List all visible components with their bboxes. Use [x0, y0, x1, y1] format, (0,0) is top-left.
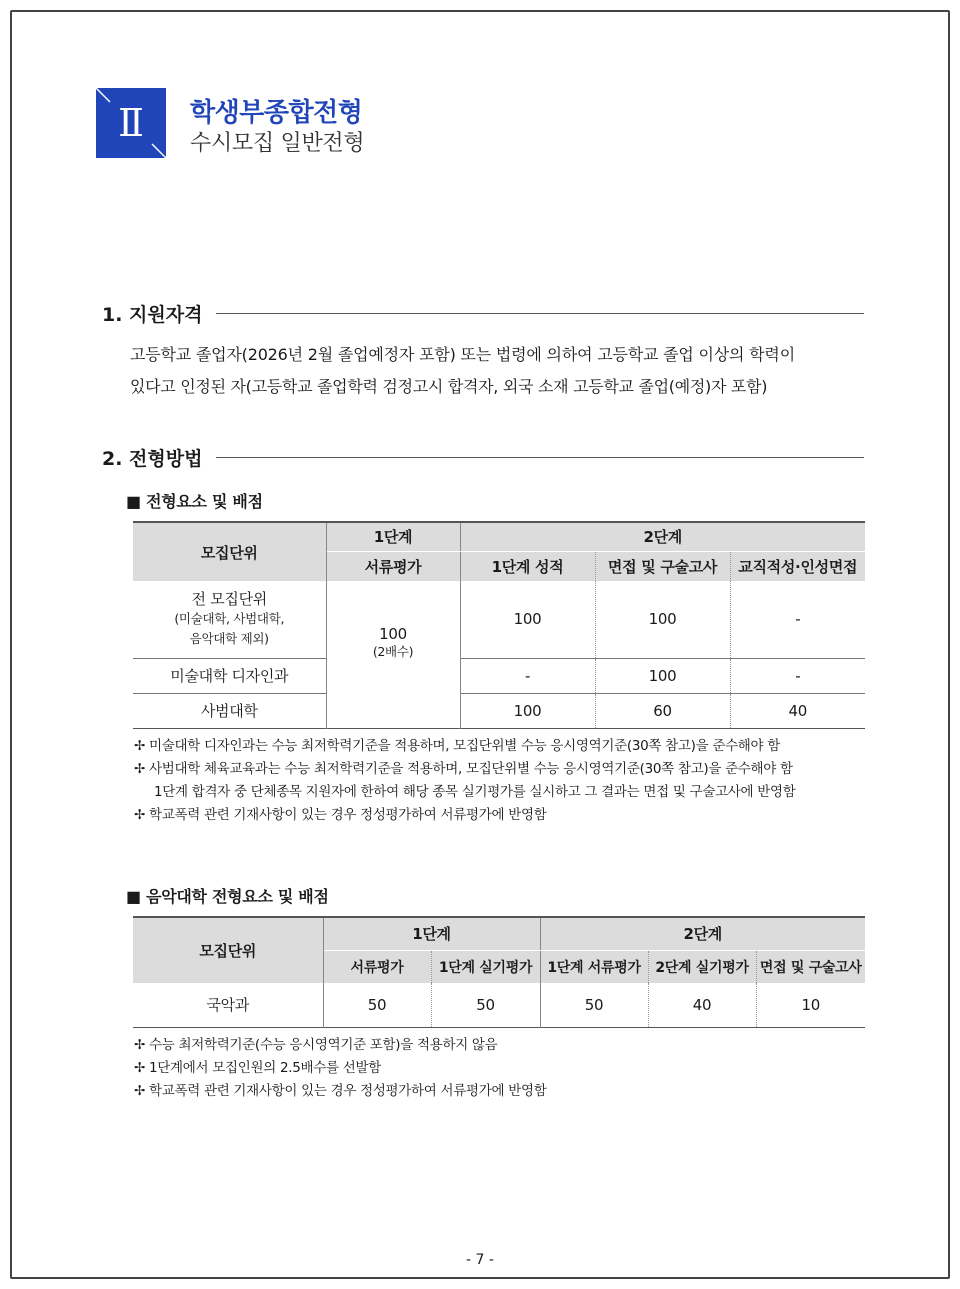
section-1-rule [216, 313, 864, 314]
eligibility-text [130, 339, 864, 403]
t1-row-design: 미술대학 디자인과 [133, 658, 326, 693]
t1-doc-review-value: 100 [379, 625, 407, 644]
t2-header-stage1-doc: 1단계 서류평가 [540, 950, 648, 983]
t1-r1-teacher: - [795, 610, 801, 629]
t1-note-3: ✢ 학교폭력 관련 기재사항이 있는 경우 정성평가하여 서류평가에 반영함 [134, 807, 547, 823]
section-2-rule [216, 457, 864, 458]
chapter-numeral: Ⅱ [118, 101, 144, 145]
t1-row-all-units [133, 581, 326, 658]
t1-r1-interview: 100 [595, 581, 730, 658]
t2-header-interview: 면접 및 구술고사 [756, 950, 865, 983]
chapter-subtitle: 수시모집 일반전형 [190, 131, 365, 156]
t2-header-doc-review: 서류평가 [323, 950, 431, 983]
t1-header-stage2: 2단계 [460, 522, 865, 551]
t1-row-all-units-label: 전 모집단위 [191, 590, 267, 609]
section-2-title: 2. 전형방법 [102, 448, 203, 470]
t2-header-stage2: 2단계 [540, 917, 865, 950]
t1-row-education: 사범대학 [133, 693, 326, 728]
t2-row-korean-music: 국악과 [133, 983, 323, 1027]
t2-header-unit: 모집단위 [133, 917, 323, 983]
t1-r2-interview: 100 [595, 658, 730, 693]
t1-row-all-units-note2: 음악대학 제외) [189, 631, 269, 647]
t1-header-stage1: 1단계 [326, 522, 460, 551]
t2-stage1-practical-value: 50 [431, 983, 540, 1027]
t2-doc-review-value: 50 [323, 983, 431, 1027]
t1-note-1: ✢ 미술대학 디자인과는 수능 최저학력기준을 적용하며, 모집단위별 수능 응시영역기준(30쪽 참고)을 준수해야 함 [134, 738, 781, 754]
t1-r1-stage1-score: 100 [460, 581, 595, 658]
selection-elements-table [133, 521, 865, 729]
t1-r3-interview: 60 [595, 693, 730, 728]
t1-header-doc-review: 서류평가 [326, 551, 460, 581]
eligibility-line-1: 고등학교 졸업자(2026년 2월 졸업예정자 포함) 또는 법령에 의하여 고등학교 졸업 이상의 학력이 [130, 345, 795, 364]
t1-header-interview: 면접 및 구술고사 [595, 551, 730, 581]
t2-note-1: ✢ 수능 최저학력기준(수능 응시영역기준 포함)을 적용하지 않음 [134, 1037, 498, 1053]
t1-r2-teacher: - [795, 666, 801, 685]
t1-r3-stage1-score: 100 [460, 693, 595, 728]
page-number: - 7 - [466, 1252, 494, 1268]
chapter-title: 학생부종합전형 [190, 98, 363, 128]
t2-interview-value: 10 [801, 995, 820, 1014]
t2-header-stage2-practical: 2단계 실기평가 [648, 950, 756, 983]
t2-header-stage1: 1단계 [323, 917, 540, 950]
table2-notes [134, 1034, 546, 1103]
t1-doc-review-note: (2배수) [372, 644, 414, 660]
t1-header-stage1-score: 1단계 성적 [460, 551, 595, 581]
section-1-title: 1. 지원자격 [102, 304, 203, 326]
t2-header-stage1-practical: 1단계 실기평가 [431, 950, 540, 983]
subsection-music-elements: ■ 음악대학 전형요소 및 배점 [126, 887, 329, 906]
t1-note-2: ✢ 사범대학 체육교육과는 수능 최저학력기준을 적용하며, 모집단위별 수능 응시영역기준(30쪽 참고)을 준수해야 함 [134, 761, 793, 777]
t1-header-unit: 모집단위 [133, 522, 326, 581]
t2-note-3: ✢ 학교폭력 관련 기재사항이 있는 경우 정성평가하여 서류평가에 반영함 [134, 1083, 547, 1099]
table1-notes [134, 735, 796, 827]
t2-stage2-practical-value: 40 [648, 983, 756, 1027]
t2-note-2: ✢ 1단계에서 모집인원의 2.5배수를 선발함 [134, 1060, 381, 1076]
t1-row-all-units-note1: (미술대학, 사범대학, [174, 611, 285, 627]
music-elements-table [133, 916, 865, 1028]
chapter-badge [96, 88, 166, 158]
t1-header-teacher-interview: 교직적성·인성면접 [730, 551, 865, 581]
eligibility-line-2: 있다고 인정된 자(고등학교 졸업학력 검정고시 합격자, 외국 소재 고등학교 졸업(예정)자 포함) [130, 377, 768, 396]
section-2-heading [102, 444, 864, 471]
t1-doc-review-cell [326, 581, 460, 728]
subsection-selection-elements: ■ 전형요소 및 배점 [126, 492, 263, 511]
t1-r3-teacher: 40 [788, 701, 807, 720]
section-1-heading [102, 300, 864, 327]
t2-stage1-doc-value: 50 [540, 983, 648, 1027]
t1-r2-stage1-score: - [460, 658, 595, 693]
t1-note-2-cont: 1단계 합격자 중 단체종목 지원자에 한하여 해당 종목 실기평가를 실시하고 그 결과는 면접 및 구술고사에 반영함 [154, 784, 796, 800]
